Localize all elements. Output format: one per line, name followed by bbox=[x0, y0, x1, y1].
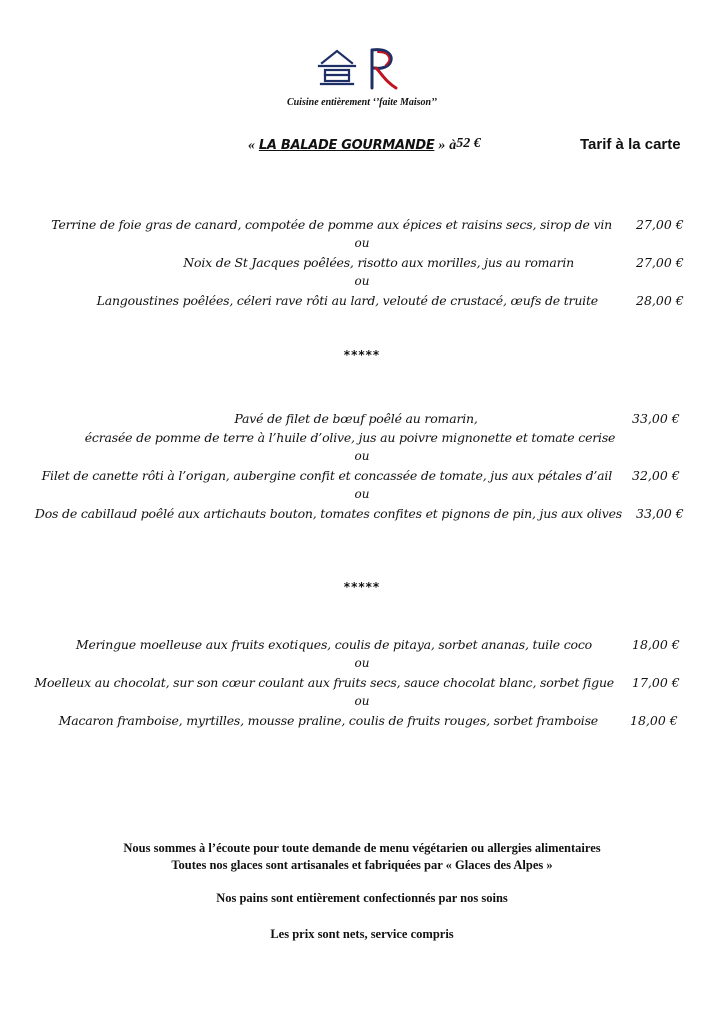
house-icon bbox=[319, 51, 355, 84]
entree-3-price: 28,00 € bbox=[636, 293, 684, 308]
formula-heading bbox=[248, 136, 481, 154]
formula-close-quote: » bbox=[438, 138, 446, 153]
plat-3-price: 33,00 € bbox=[636, 506, 684, 521]
separator: ***** bbox=[343, 580, 381, 594]
dessert-1-name: Meringue moelleuse aux fruits exotiques, coulis de pitaya, sorbet ananas, tuile coco bbox=[75, 637, 592, 652]
formula-name: LA BALADE GOURMANDE bbox=[258, 138, 435, 153]
or-label: ou bbox=[354, 274, 370, 288]
footer-vegetarian-note: Nous sommes à l’écoute pour toute demande de menu végétarien ou allergies alimentaires bbox=[123, 841, 601, 855]
formula-at: à bbox=[449, 138, 457, 153]
dessert-3-price: 18,00 € bbox=[630, 713, 678, 728]
plat-3-name: Dos de cabillaud poêlé aux artichauts bouton, tomates confites et pignons de pin, jus aux olives bbox=[34, 506, 622, 521]
tarif-heading: Tarif à la carte bbox=[580, 136, 681, 153]
or-label: ou bbox=[354, 236, 370, 250]
formula-price: 52 € bbox=[456, 136, 481, 151]
formula-open-quote: « bbox=[248, 138, 255, 153]
r-letter-icon bbox=[372, 50, 396, 88]
footer-ice-cream-note: Toutes nos glaces sont artisanales et fabriquées par « Glaces des Alpes » bbox=[171, 858, 553, 872]
plat-1-name: Pavé de filet de bœuf poêlé au romarin, bbox=[234, 411, 478, 426]
dessert-3-name: Macaron framboise, myrtilles, mousse praline, coulis de fruits rouges, sorbet framboise bbox=[58, 713, 598, 728]
dessert-2-name: Moelleux au chocolat, sur son cœur coulant aux fruits secs, sauce chocolat blanc, sorbet figue bbox=[34, 675, 614, 690]
entree-1-name: Terrine de foie gras de canard, compotée de pomme aux épices et raisins secs, sirop de vin bbox=[51, 217, 612, 232]
plat-1-price: 33,00 € bbox=[632, 411, 680, 426]
tagline: Cuisine entièrement ‘’faite Maison’’ bbox=[286, 97, 438, 108]
restaurant-logo bbox=[316, 46, 406, 92]
separator: ***** bbox=[343, 348, 381, 362]
plat-2-price: 32,00 € bbox=[632, 468, 680, 483]
plat-2-name: Filet de canette rôti à l’origan, aubergine confit et concassée de tomate, jus aux pétales d’ail bbox=[41, 468, 612, 483]
dessert-1-price: 18,00 € bbox=[632, 637, 680, 652]
or-label: ou bbox=[354, 449, 370, 463]
entree-2-name: Noix de St Jacques poêlées, risotto aux morilles, jus au romarin bbox=[183, 255, 574, 270]
plat-1-description: écrasée de pomme de terre à l’huile d’olive, jus au poivre mignonette et tomate cerise bbox=[84, 430, 616, 445]
or-label: ou bbox=[354, 656, 370, 670]
entree-2-price: 27,00 € bbox=[636, 255, 684, 270]
entree-3-name: Langoustines poêlées, céleri rave rôti au lard, velouté de crustacé, œufs de truite bbox=[96, 293, 598, 308]
or-label: ou bbox=[354, 487, 370, 501]
dessert-2-price: 17,00 € bbox=[632, 675, 680, 690]
entree-1-price: 27,00 € bbox=[636, 217, 684, 232]
footer-bread-note: Nos pains sont entièrement confectionnés par nos soins bbox=[216, 891, 508, 905]
or-label: ou bbox=[354, 694, 370, 708]
footer-prices-note: Les prix sont nets, service compris bbox=[270, 927, 454, 941]
